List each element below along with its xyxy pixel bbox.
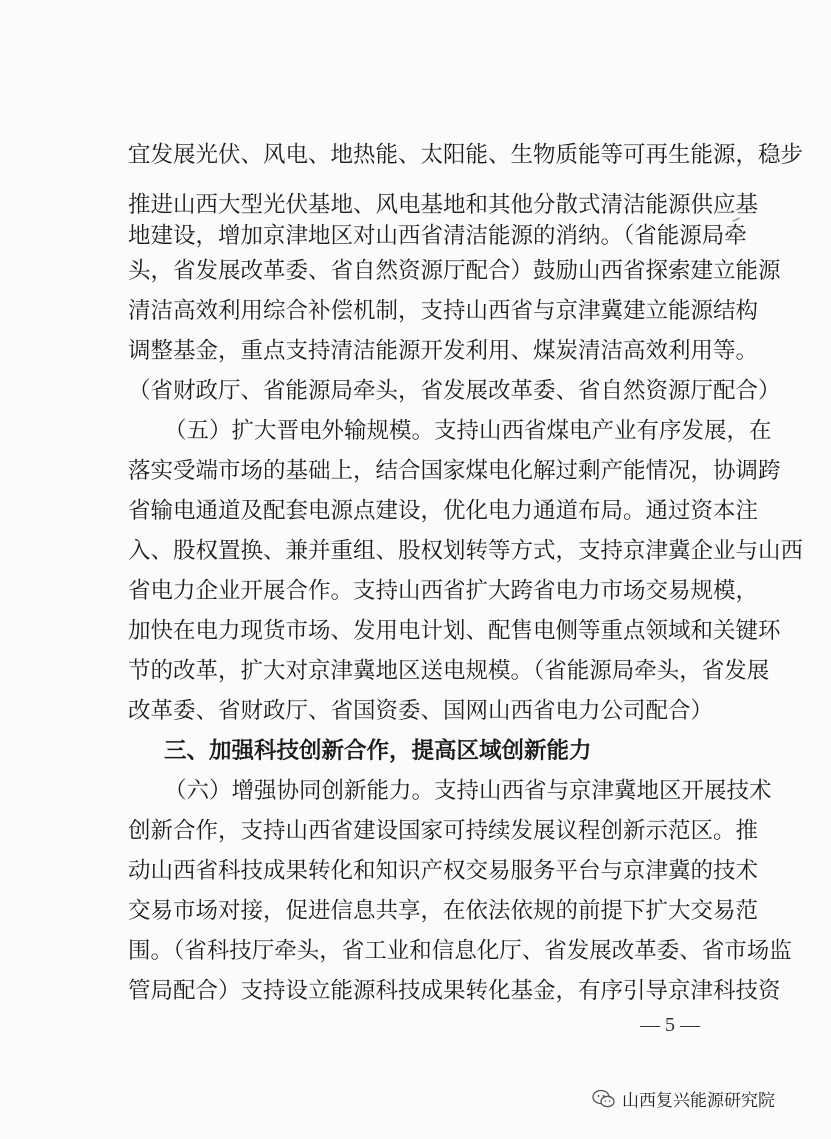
- text-line: 清洁高效利用综合补偿机制，支持山西省与京津冀建立能源结构: [128, 298, 759, 324]
- text-line: 省电力企业开展合作。支持山西省扩大跨省电力市场交易规模，: [128, 578, 759, 604]
- paragraph-heading-line: （六）增强协同创新能力。支持山西省与京津冀地区开展技术: [164, 778, 772, 804]
- text-line: 入、股权置换、兼并重组、股权划转等方式，支持京津冀企业与山西: [128, 538, 804, 564]
- text-line: 改革委、省财政厅、省国资委、国网山西省电力公司配合）: [128, 698, 714, 724]
- text-line: 加快在电力现货市场、发用电计划、配售电侧等重点领域和关键环: [128, 618, 781, 644]
- paragraph-heading-line: （五）扩大晋电外输规模。支持山西省煤电产业有序发展，在: [164, 418, 772, 444]
- text-line: 交易市场对接，促进信息共享，在依法依规的前提下扩大交易范: [128, 898, 759, 924]
- text-line: 创新合作，支持山西省建设国家可持续发展议程创新示范区。推: [128, 818, 759, 844]
- text-line: 动山西省科技成果转化和知识产权交易服务平台与京津冀的技术: [128, 858, 759, 884]
- text-line: 宜发展光伏、风电、地热能、太阳能、生物质能等可再生能源，稳步: [128, 142, 804, 168]
- text-line: 推进山西大型光伏基地、风电基地和其他分散式清洁能源供应基: [128, 192, 759, 218]
- text-line: 节的改革，扩大对京津冀地区送电规模。（省能源局牵头，省发展: [128, 658, 770, 684]
- text-line: 地建设，增加京津地区对山西省清洁能源的消纳。（省能源局牵: [128, 223, 747, 249]
- text-line: 落实受端市场的基础上，结合国家煤电化解过剩产能情况，协调跨: [128, 458, 781, 484]
- page-number: — 5 —: [640, 1014, 700, 1036]
- text-line: （省财政厅、省能源局牵头，省发展改革委、省自然资源厅配合）: [128, 378, 781, 404]
- text-line: 调整基金，重点支持清洁能源开发利用、煤炭清洁高效利用等。: [128, 338, 759, 364]
- text-line: 管局配合）支持设立能源科技成果转化基金，有序引导京津科技资: [128, 978, 781, 1004]
- wechat-icon: [592, 1089, 616, 1109]
- text-line: 头，省发展改革委、省自然资源厅配合）鼓励山西省探索建立能源: [128, 258, 781, 284]
- watermark-footer: [592, 1086, 775, 1111]
- account-name: 山西复兴能源研究院: [622, 1091, 775, 1111]
- section-heading: 三、加强科技创新合作，提高区域创新能力: [164, 738, 592, 764]
- text-line: 省输电通道及配套电源点建设，优化电力通道布局。通过资本注: [128, 498, 759, 524]
- text-line: 围。（省科技厅牵头，省工业和信息化厅、省发展改革委、省市场监: [128, 938, 792, 964]
